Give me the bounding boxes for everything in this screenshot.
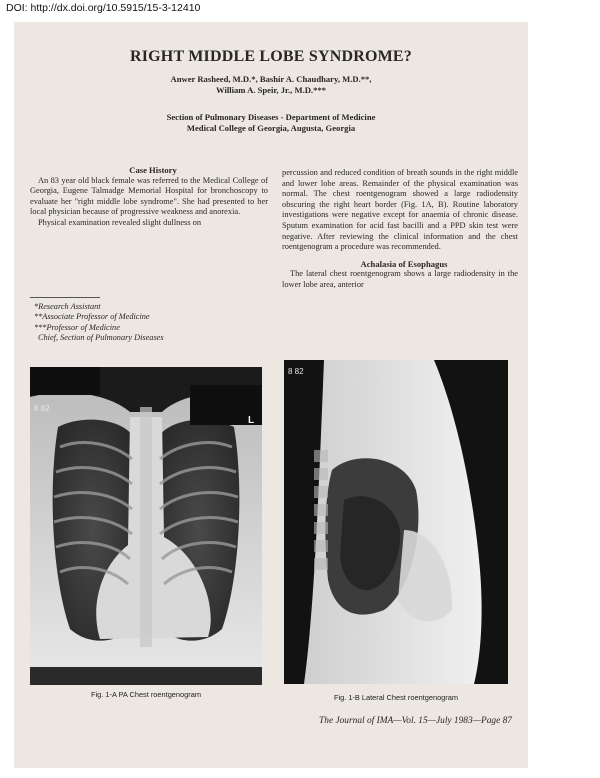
achalasia-paragraph: The lateral chest roentgenogram shows a large radiodensity in the lower lobe area, anterior — [282, 269, 518, 289]
footnote-3: ***Professor of Medicine — [34, 322, 120, 332]
author-line-2: William A. Speir, Jr., M.D.*** — [216, 85, 326, 95]
author-line-1: Anwer Rasheed, M.D.*, Bashir A. Chaudhary, M.D.**, — [170, 74, 372, 84]
journal-footer: The Journal of IMA—Vol. 15—July 1983—Page 87 — [319, 716, 512, 726]
pa-xray-marker: 8 82 — [34, 404, 50, 413]
footnote-1: *Research Assistant — [34, 302, 101, 311]
footnote-divider — [30, 297, 100, 298]
achalasia-heading: Achalasia of Esophagus — [360, 258, 448, 269]
lateral-xray-marker: 8 82 — [288, 367, 304, 376]
affiliation — [14, 112, 528, 134]
footnotes — [34, 302, 264, 344]
doi-link[interactable]: DOI: http://dx.doi.org/10.5915/15-3-12410 — [6, 2, 201, 14]
left-column — [30, 165, 268, 229]
affiliation-line-2: Medical College of Georgia, Augusta, Georgia — [186, 123, 356, 133]
figure-1a-caption: Fig. 1-A PA Chest roentgenogram — [91, 690, 201, 699]
right-column — [282, 168, 518, 291]
footnote-2: **Associate Professor of Medicine — [34, 312, 150, 322]
case-history-paragraph-1: An 83 year old black female was referred to the Medical College of Georgia, Eugene Talmadge Memorial Hospital for bronchoscopy to evaluate her "right middle lobe syndrome". She had presented to her local physician because of progressive weakness and anorexia. — [30, 175, 268, 217]
case-history-heading: Case History — [129, 165, 177, 175]
author-list — [14, 74, 528, 96]
affiliation-line-1: Section of Pulmonary Diseases - Department of Medicine — [166, 112, 376, 122]
journal-page — [14, 22, 528, 768]
footnote-4: Chief, Section of Pulmonary Diseases — [38, 333, 164, 343]
figure-1a-pa-xray — [30, 367, 262, 685]
figure-1b-lateral-xray — [284, 360, 508, 684]
lateral-xray-image — [284, 360, 508, 684]
case-history-paragraph-2: Physical examination revealed slight dullness on — [38, 217, 202, 227]
findings-paragraph: percussion and reduced condition of breath sounds in the right middle and lower lobe areas. Remainder of the physical examination was normal. The chest roentgenogram showed a large radiodensity obscuring the right heart border (Fig. 1A, B). Routine laboratory investigations were negative except for anaemia of chronic disease. Sputum examination for acid fast bacilli and a PPD skin test were negative. After reviewing the clinical information and the chest roentgenogram a procedure was recommended. — [282, 168, 518, 252]
pa-xray-side-marker: L — [248, 415, 255, 426]
figure-1b-caption: Fig. 1-B Lateral Chest roentgenogram — [333, 693, 459, 702]
pa-xray-image — [30, 367, 262, 685]
article-title: RIGHT MIDDLE LOBE SYNDROME? — [129, 48, 413, 65]
